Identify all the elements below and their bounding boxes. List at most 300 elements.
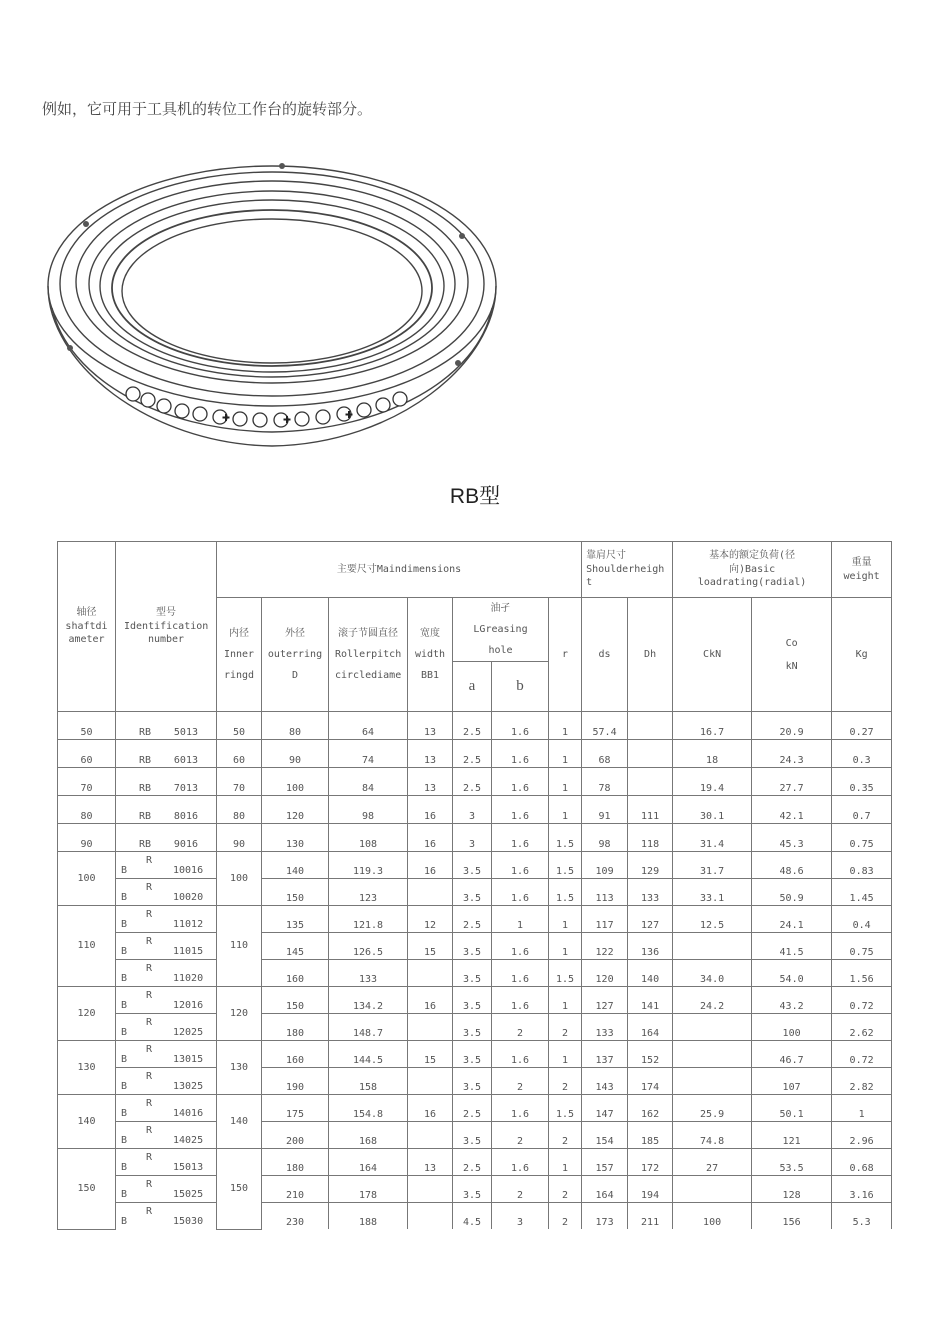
- cell-co: 46.7: [752, 1041, 832, 1068]
- cell-weight: 0.68: [832, 1149, 892, 1176]
- cell-a: 3.5: [453, 1014, 492, 1041]
- cell-co: 20.9: [752, 712, 832, 740]
- cell-width: [408, 1176, 453, 1203]
- cell-pitch: 178: [329, 1176, 408, 1203]
- cell-a: 2.5: [453, 740, 492, 768]
- table-row: [58, 1041, 892, 1068]
- cell-ds: 91: [582, 796, 628, 824]
- ident-r: R: [146, 990, 153, 1001]
- cell-dh: [628, 740, 673, 768]
- cell-dh: 140: [628, 960, 673, 987]
- ident-b: B: [121, 945, 128, 957]
- cell-ds: 68: [582, 740, 628, 768]
- cell-pitch: 123: [329, 879, 408, 906]
- cell-shaft: 90: [58, 824, 116, 852]
- cell-ident: [116, 987, 217, 1014]
- cell-a: 3.5: [453, 1122, 492, 1149]
- cell-ident: [116, 1095, 217, 1122]
- ident-prefix: RB: [139, 726, 152, 738]
- cell-co: 48.6: [752, 852, 832, 879]
- cell-weight: 0.72: [832, 1041, 892, 1068]
- cell-outer: 190: [262, 1068, 329, 1095]
- header-greasing-hole: 油孑LGreasing hole: [453, 598, 549, 662]
- cell-shaft: 130: [58, 1041, 116, 1095]
- model-title: RB型: [449, 485, 501, 508]
- cell-ds: 147: [582, 1095, 628, 1122]
- cell-a: 2.5: [453, 712, 492, 740]
- table-row: [58, 796, 892, 824]
- cell-inner: 140: [217, 1095, 262, 1149]
- cell-dh: 185: [628, 1122, 673, 1149]
- cell-pitch: 154.8: [329, 1095, 408, 1122]
- cell-ds: 57.4: [582, 712, 628, 740]
- cell-ds: 164: [582, 1176, 628, 1203]
- ident-r: R: [146, 909, 153, 920]
- table-row: [58, 712, 892, 740]
- cell-shaft: 50: [58, 712, 116, 740]
- mounting-hole-icon: [279, 163, 285, 169]
- ident-number: 11020: [173, 972, 204, 984]
- cell-width: 16: [408, 1095, 453, 1122]
- cell-width: 12: [408, 906, 453, 933]
- cell-r: 1: [549, 796, 582, 824]
- ident-b: B: [121, 1161, 128, 1173]
- mounting-hole-icon: [455, 360, 461, 366]
- cell-pitch: 144.5: [329, 1041, 408, 1068]
- ident-b: B: [121, 1134, 128, 1146]
- cell-weight: 1.56: [832, 960, 892, 987]
- cell-outer: 150: [262, 879, 329, 906]
- cell-r: 2: [549, 1122, 582, 1149]
- ident-b: B: [121, 972, 128, 984]
- cell-b: 1.6: [492, 1149, 549, 1176]
- cell-outer: 100: [262, 768, 329, 796]
- cell-b: 1.6: [492, 879, 549, 906]
- cell-a: 3.5: [453, 852, 492, 879]
- cell-ckn: 100: [673, 1203, 752, 1230]
- cell-outer: 80: [262, 712, 329, 740]
- table-row: [58, 1122, 892, 1149]
- cell-ident: [116, 712, 217, 740]
- cell-ds: 127: [582, 987, 628, 1014]
- header-co-label: Co: [785, 637, 798, 649]
- cell-pitch: 108: [329, 824, 408, 852]
- cell-pitch: 64: [329, 712, 408, 740]
- cell-inner: 100: [217, 852, 262, 906]
- ident-b: B: [121, 1215, 128, 1227]
- cell-b: 1.6: [492, 852, 549, 879]
- header-ident: 型号 Identification number: [116, 542, 217, 712]
- ident-b: B: [121, 1026, 128, 1038]
- cell-width: 15: [408, 933, 453, 960]
- cell-dh: 127: [628, 906, 673, 933]
- ident-b: B: [121, 1107, 128, 1119]
- cell-ident: [116, 768, 217, 796]
- cell-ckn: 25.9: [673, 1095, 752, 1122]
- cell-b: 1.6: [492, 768, 549, 796]
- table-row: [58, 768, 892, 796]
- cell-weight: 0.72: [832, 987, 892, 1014]
- table-row: [58, 960, 892, 987]
- cell-ident: [116, 1122, 217, 1149]
- cell-r: 1: [549, 1041, 582, 1068]
- cell-r: 1: [549, 1149, 582, 1176]
- table-row: [58, 1014, 892, 1041]
- ident-r: R: [146, 936, 153, 947]
- cell-b: 2: [492, 1014, 549, 1041]
- ident-number: 14025: [173, 1134, 204, 1146]
- cell-a: 3.5: [453, 1041, 492, 1068]
- cell-ckn: 19.4: [673, 768, 752, 796]
- cell-inner: 80: [217, 796, 262, 824]
- cell-ckn: [673, 933, 752, 960]
- cell-b: 2: [492, 1068, 549, 1095]
- cell-co: 27.7: [752, 768, 832, 796]
- header-shaft: 轴径 shaftdi ameter: [58, 542, 116, 712]
- cell-shaft: 70: [58, 768, 116, 796]
- ident-r: R: [146, 1179, 153, 1190]
- cell-co: 156: [752, 1203, 832, 1230]
- cell-ident: [116, 1149, 217, 1176]
- ident-number: 15030: [173, 1215, 204, 1227]
- cell-width: [408, 879, 453, 906]
- cell-pitch: 84: [329, 768, 408, 796]
- cell-pitch: 126.5: [329, 933, 408, 960]
- ident-number: 12025: [173, 1026, 204, 1038]
- cell-dh: 141: [628, 987, 673, 1014]
- cell-inner: 130: [217, 1041, 262, 1095]
- cell-b: 3: [492, 1203, 549, 1230]
- table-row: [58, 906, 892, 933]
- ident-number: 12016: [173, 999, 204, 1011]
- ident-number: 15025: [173, 1188, 204, 1200]
- cell-r: 1: [549, 768, 582, 796]
- cell-b: 1.6: [492, 933, 549, 960]
- mounting-hole-icon: [83, 221, 89, 227]
- cell-b: 1.6: [492, 824, 549, 852]
- cell-b: 1.6: [492, 712, 549, 740]
- cell-width: 16: [408, 824, 453, 852]
- cell-co: 24.1: [752, 906, 832, 933]
- ident-number: 15013: [173, 1161, 204, 1173]
- cell-r: 1.5: [549, 1095, 582, 1122]
- cell-r: 1: [549, 712, 582, 740]
- cell-dh: 152: [628, 1041, 673, 1068]
- cell-ckn: 12.5: [673, 906, 752, 933]
- ident-r: R: [146, 1125, 153, 1136]
- cell-pitch: 158: [329, 1068, 408, 1095]
- cell-shaft: 120: [58, 987, 116, 1041]
- cell-ckn: 27: [673, 1149, 752, 1176]
- header-inner-ring: 内径 Inner ringd: [217, 598, 262, 712]
- cell-ckn: 18: [673, 740, 752, 768]
- cell-width: 13: [408, 712, 453, 740]
- header-width: 宽度 width BB1: [408, 598, 453, 712]
- cell-ident: [116, 879, 217, 906]
- mounting-hole-icon: [459, 233, 465, 239]
- cell-ident: [116, 960, 217, 987]
- cell-dh: 172: [628, 1149, 673, 1176]
- cell-inner: 90: [217, 824, 262, 852]
- cell-width: 15: [408, 1041, 453, 1068]
- cell-b: 1.6: [492, 1041, 549, 1068]
- header-dh: Dh: [628, 598, 673, 712]
- cell-width: [408, 1014, 453, 1041]
- cell-ckn: 16.7: [673, 712, 752, 740]
- cell-co: 54.0: [752, 960, 832, 987]
- cell-ckn: 34.0: [673, 960, 752, 987]
- ident-number: 13015: [173, 1053, 204, 1065]
- cell-shaft: 60: [58, 740, 116, 768]
- cell-ident: [116, 1068, 217, 1095]
- rb-spec-table: [57, 541, 892, 1230]
- cell-pitch: 121.8: [329, 906, 408, 933]
- cell-shaft: 100: [58, 852, 116, 906]
- cell-b: 2: [492, 1176, 549, 1203]
- cell-b: 1.6: [492, 796, 549, 824]
- cell-r: 1: [549, 987, 582, 1014]
- ident-number: 11015: [173, 945, 204, 957]
- cell-ckn: 30.1: [673, 796, 752, 824]
- table-row: [58, 1095, 892, 1122]
- cell-ds: 98: [582, 824, 628, 852]
- cell-weight: 2.62: [832, 1014, 892, 1041]
- ident-number: 9016: [173, 838, 198, 850]
- table-row: [58, 1149, 892, 1176]
- header-ckn: CkN: [673, 598, 752, 712]
- cell-co: 43.2: [752, 987, 832, 1014]
- cell-width: [408, 1122, 453, 1149]
- cell-width: [408, 960, 453, 987]
- ident-number: 8016: [173, 810, 198, 822]
- cell-outer: 175: [262, 1095, 329, 1122]
- cell-outer: 150: [262, 987, 329, 1014]
- header-roller-pitch: 滚子节圆直径 Rollerpitch circlediame: [329, 598, 408, 712]
- cell-a: 3.5: [453, 960, 492, 987]
- cell-ident: [116, 796, 217, 824]
- ident-number: 14016: [173, 1107, 204, 1119]
- cell-co: 128: [752, 1176, 832, 1203]
- header-weight: 重量 weight: [832, 542, 892, 598]
- cell-r: 1.5: [549, 879, 582, 906]
- ident-number: 11012: [173, 918, 204, 930]
- cell-width: 13: [408, 1149, 453, 1176]
- cell-r: 2: [549, 1176, 582, 1203]
- cell-dh: 194: [628, 1176, 673, 1203]
- cell-weight: 0.75: [832, 933, 892, 960]
- cell-dh: 133: [628, 879, 673, 906]
- cell-a: 2.5: [453, 1095, 492, 1122]
- cell-width: 16: [408, 852, 453, 879]
- cell-pitch: 168: [329, 1122, 408, 1149]
- cell-weight: 0.3: [832, 740, 892, 768]
- cell-weight: 1: [832, 1095, 892, 1122]
- cell-a: 2.5: [453, 768, 492, 796]
- cell-ident: [116, 1041, 217, 1068]
- cell-r: 1: [549, 933, 582, 960]
- cell-co: 45.3: [752, 824, 832, 852]
- cell-ds: 109: [582, 852, 628, 879]
- cell-ckn: 74.8: [673, 1122, 752, 1149]
- cell-ds: 120: [582, 960, 628, 987]
- table-row: [58, 824, 892, 852]
- ident-r: R: [146, 1206, 153, 1217]
- cell-r: 1.5: [549, 852, 582, 879]
- cell-pitch: 119.3: [329, 852, 408, 879]
- cell-pitch: 98: [329, 796, 408, 824]
- header-a: a: [453, 662, 492, 712]
- table-row: [58, 1203, 892, 1230]
- table-row: [58, 1176, 892, 1203]
- cell-inner: 120: [217, 987, 262, 1041]
- cell-dh: 111: [628, 796, 673, 824]
- header-shoulder: 靠肩尺寸 Shoulderheigh t: [582, 542, 673, 598]
- ident-r: R: [146, 963, 153, 974]
- ident-b: B: [121, 864, 128, 876]
- ident-b: B: [121, 1053, 128, 1065]
- ident-r: R: [146, 855, 153, 866]
- cell-outer: 160: [262, 960, 329, 987]
- cell-ds: 78: [582, 768, 628, 796]
- cell-pitch: 133: [329, 960, 408, 987]
- cell-width: 16: [408, 796, 453, 824]
- cell-pitch: 74: [329, 740, 408, 768]
- cell-b: 1.6: [492, 1095, 549, 1122]
- cell-a: 3.5: [453, 1068, 492, 1095]
- crossed-roller-bearing-illustration: [38, 158, 500, 454]
- cell-ckn: [673, 1068, 752, 1095]
- cell-ckn: [673, 1014, 752, 1041]
- cell-ds: 133: [582, 1014, 628, 1041]
- cell-ds: 173: [582, 1203, 628, 1230]
- cell-outer: 180: [262, 1149, 329, 1176]
- ident-b: B: [121, 1080, 128, 1092]
- ident-r: R: [146, 1071, 153, 1082]
- ident-number: 6013: [173, 754, 198, 766]
- cell-shaft: 80: [58, 796, 116, 824]
- ident-r: R: [146, 882, 153, 893]
- cell-inner: 60: [217, 740, 262, 768]
- cell-weight: 3.16: [832, 1176, 892, 1203]
- cell-ident: [116, 1203, 217, 1230]
- intro-text: 例如，它可用于工具机的转位工作台的旋转部分。: [42, 100, 373, 118]
- header-r: r: [549, 598, 582, 712]
- table-row: [58, 879, 892, 906]
- cell-a: 3.5: [453, 987, 492, 1014]
- cell-inner: 110: [217, 906, 262, 987]
- ident-prefix: RB: [139, 782, 152, 794]
- cell-dh: 211: [628, 1203, 673, 1230]
- ident-b: B: [121, 999, 128, 1011]
- cell-b: 1: [492, 906, 549, 933]
- cell-ident: [116, 1014, 217, 1041]
- header-kn-label: kN: [785, 660, 798, 672]
- cell-a: 3.5: [453, 933, 492, 960]
- cell-co: 24.3: [752, 740, 832, 768]
- cell-ckn: 24.2: [673, 987, 752, 1014]
- cell-weight: 0.27: [832, 712, 892, 740]
- ident-b: B: [121, 891, 128, 903]
- ident-prefix: RB: [139, 838, 152, 850]
- cell-co: 50.1: [752, 1095, 832, 1122]
- ident-r: R: [146, 1098, 153, 1109]
- cell-ds: 113: [582, 879, 628, 906]
- cell-pitch: 134.2: [329, 987, 408, 1014]
- ident-r: R: [146, 1044, 153, 1055]
- cell-inner: 150: [217, 1149, 262, 1230]
- cell-width: 13: [408, 740, 453, 768]
- cell-ident: [116, 852, 217, 879]
- cell-dh: [628, 768, 673, 796]
- cell-shaft: 110: [58, 906, 116, 987]
- cell-a: 3: [453, 824, 492, 852]
- cell-weight: 0.35: [832, 768, 892, 796]
- cell-dh: 162: [628, 1095, 673, 1122]
- cell-ident: [116, 933, 217, 960]
- ident-r: R: [146, 1152, 153, 1163]
- cell-r: 2: [549, 1203, 582, 1230]
- cell-weight: 2.96: [832, 1122, 892, 1149]
- cell-ds: 117: [582, 906, 628, 933]
- cell-dh: 164: [628, 1014, 673, 1041]
- cell-dh: [628, 712, 673, 740]
- cell-r: 1.5: [549, 824, 582, 852]
- table-row: [58, 987, 892, 1014]
- cell-ds: 143: [582, 1068, 628, 1095]
- cell-r: 1.5: [549, 960, 582, 987]
- header-outer-ring: 外径 outerring D: [262, 598, 329, 712]
- ident-prefix: RB: [139, 810, 152, 822]
- cell-a: 4.5: [453, 1203, 492, 1230]
- cell-pitch: 164: [329, 1149, 408, 1176]
- header-b: b: [492, 662, 549, 712]
- table-row: [58, 1068, 892, 1095]
- cell-outer: 160: [262, 1041, 329, 1068]
- ident-number: 10016: [173, 864, 204, 876]
- cell-weight: 0.75: [832, 824, 892, 852]
- cell-r: 2: [549, 1068, 582, 1095]
- cell-outer: 210: [262, 1176, 329, 1203]
- ident-b: B: [121, 918, 128, 930]
- cell-a: 2.5: [453, 906, 492, 933]
- cell-co: 50.9: [752, 879, 832, 906]
- cell-r: 1: [549, 906, 582, 933]
- cell-ident: [116, 824, 217, 852]
- ident-number: 13025: [173, 1080, 204, 1092]
- ident-number: 5013: [173, 726, 198, 738]
- cell-co: 107: [752, 1068, 832, 1095]
- cell-weight: 0.7: [832, 796, 892, 824]
- cell-outer: 180: [262, 1014, 329, 1041]
- cell-pitch: 148.7: [329, 1014, 408, 1041]
- cell-dh: 174: [628, 1068, 673, 1095]
- cell-dh: 129: [628, 852, 673, 879]
- table-row: [58, 933, 892, 960]
- cell-co: 41.5: [752, 933, 832, 960]
- cell-weight: 5.3: [832, 1203, 892, 1230]
- cell-co: 53.5: [752, 1149, 832, 1176]
- cell-ds: 157: [582, 1149, 628, 1176]
- cell-ds: 154: [582, 1122, 628, 1149]
- cell-outer: 135: [262, 906, 329, 933]
- header-co: [752, 598, 832, 712]
- cell-width: 13: [408, 768, 453, 796]
- cell-dh: 118: [628, 824, 673, 852]
- cell-r: 2: [549, 1014, 582, 1041]
- cell-inner: 50: [217, 712, 262, 740]
- cell-weight: 0.4: [832, 906, 892, 933]
- cell-b: 1.6: [492, 960, 549, 987]
